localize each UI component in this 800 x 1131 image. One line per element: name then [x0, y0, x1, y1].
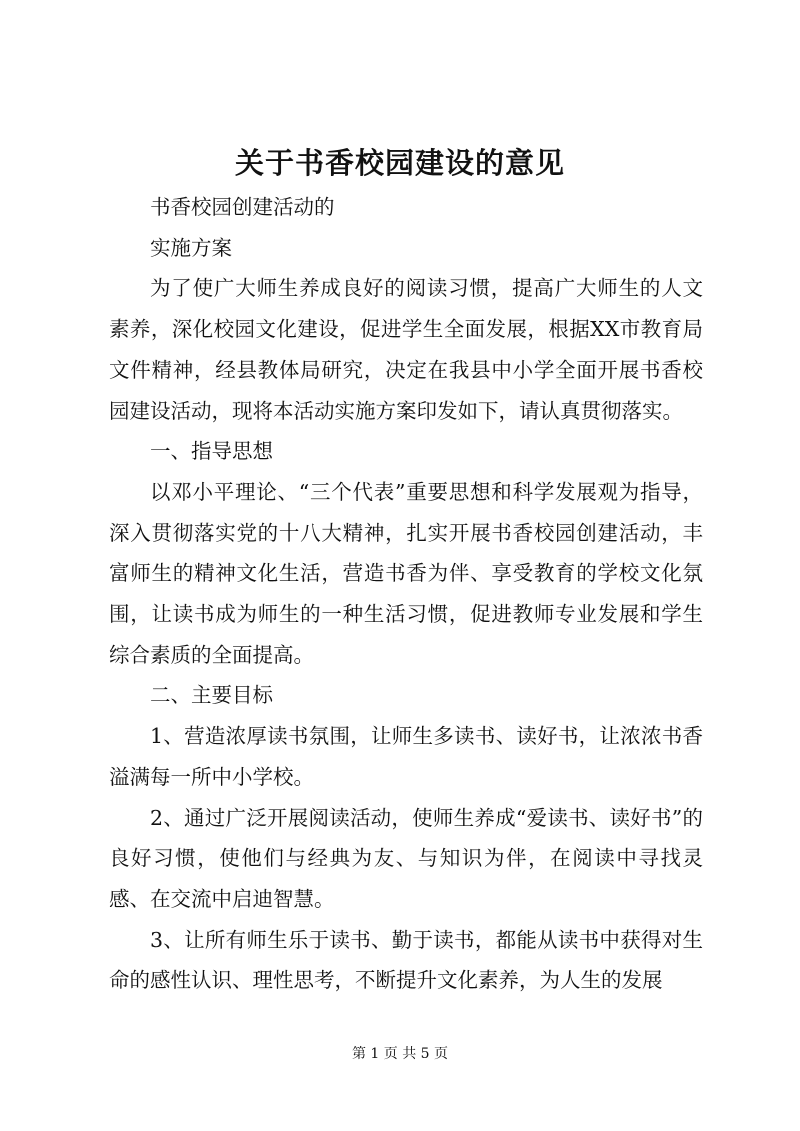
paragraph-goal-2: 2、通过广泛开展阅读活动，使师生养成“爱读书、读好书”的良好习惯，使他们与经典为友、与知识为伴，在阅读中寻找灵感、在交流中启迪智慧。: [109, 805, 703, 911]
paragraph-intro: 为了使广大师生养成良好的阅读习惯，提高广大师生的人文素养，深化校园文化建设，促进学生全面发展，根据XX市教育局文件精神，经县教体局研究，决定在我县中小学全面开展书香校园建设活动，现将本活动实施方案印发如下，请认真贯彻落实。: [109, 276, 703, 423]
paragraph-goal-3: 3、让所有师生乐于读书、勤于读书，都能从读书中获得对生命的感性认识、理性思考，不断提升文化素养，为人生的发展: [109, 927, 703, 993]
document-body: [109, 187, 703, 1001]
paragraph-guiding-ideology: 以邓小平理论、“三个代表”重要思想和科学发展观为指导，深入贯彻落实党的十八大精神，扎实开展书香校园创建活动，丰富师生的精神文化生活，营造书香为伴、享受教育的学校文化氛围，让读书成为师生的一种生活习惯，促进教师专业发展和学生综合素质的全面提高。: [109, 479, 703, 667]
page-footer: 第 1 页 共 5 页: [351, 1046, 449, 1062]
document-title: 关于书香校园建设的意见: [234, 146, 565, 180]
paragraph-subtitle-line-2: 实施方案: [150, 235, 232, 260]
paragraph-goal-1: 1、营造浓厚读书氛围，让师生多读书、读好书，让浓浓书香溢满每一所中小学校。: [109, 724, 703, 789]
section-heading-main-goals: 二、主要目标: [150, 683, 273, 708]
paragraph-subtitle-line-1: 书香校园创建活动的: [150, 195, 335, 219]
section-heading-guiding-ideology: 一、指导思想: [150, 439, 273, 464]
